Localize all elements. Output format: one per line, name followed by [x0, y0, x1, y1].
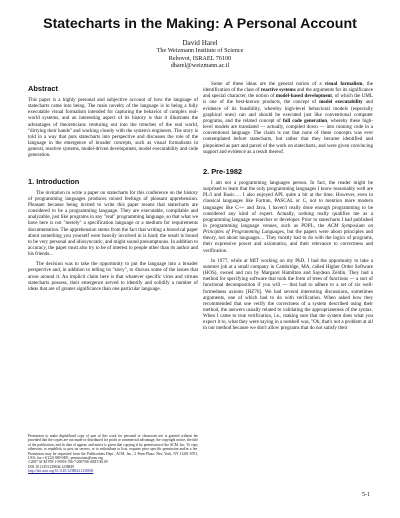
footnote-doi: DOI 10.1145/1238844.1238849: [28, 464, 74, 469]
footnote-permission-text: Permission to make digital/hard copy of part of this work for personal or classroom use is granted without fee provided that the copies are not made or distributed for profit or commercial advantage, the copyright notice, the title of the publication, and its date of appear, and notice is given that copying is by permission of the ACM, Inc. To copy otherwise, to republish, to post on servers, or to redistribute to lists, requires prior specific permission and/or a fee. Permission may be requested from the Publications Dept., ACM, Inc., 2 Penn Plaza, New York, NY 11201-0701, USA, fax:+1(212) 869-0481, permissions@acm.org: [28, 434, 198, 461]
abstract-heading: Abstract: [28, 84, 58, 93]
affiliation-line-1: The Weizmann Institute of Science: [156, 47, 244, 55]
page-number: 5-1: [362, 492, 370, 498]
section-1-paragraph-1: The invitation to write a paper on statecharts for this conference on the history of programming languages produces mixed feelings of pleasant apprehension. Pleasant because being invited to write this paper means that statecharts are considered to be a programming language. They are executable, compilable and analyzable, just like programs in any "real" programming language, so that what we have here is not "merely" a specification language or a medium for requirements documentation. The apprehension stems from the fact that writing a historical paper about something you yourself were heavily involved in is hard; the result is bound to be very personal and idiosyncratic, and might sound presumptuous. In addition to accuracy, the paper must also try to be of interest to people other than its author and his friends...: [28, 189, 198, 258]
paper-title: Statecharts in the Making: A Personal Account: [43, 16, 357, 32]
author-name: David Harel: [182, 39, 218, 47]
abstract-text: This paper is a highly personal and subjective account of how the language of statecharts came into being. The main novelty of the language is in being a fully executable visual formalism intended for capturing the behavior of complex real-world systems, and an interesting aspect of its history is that it illustrates the advantages of theoreticians venturing out into the trenches of the real world, "dirtying their hands" and working closely with the system's engineers. The story is told in a way that puts statecharts into perspective and discusses the role of the language in the emergence of broader concepts, such as visual formalisms in general, reactive systems, model-driven development, model executability and code generation.: [28, 97, 198, 159]
ideas-paragraph: Some of these ideas are the general notion of a visual formalism, the identification of the class of reactive systems and the arguments for its significance and special character, the notion of model-based development, of which the UML is one of the best-known products, the concept of model executability and evidence of its feasibility, whereby high-level behavioral models (especially graphical ones) can and should be executed just like conventional computer programs, and the related concept of full code generation, whereby these high-level models are translated — actually, compiled down — into running code in a conventional language. The claim is not that none of these concepts was ever contemplated before statecharts, but rather that they became identified and pinpointed as part and parcel of the work on statecharts, and were given convincing support and evidence as a result thereof.: [203, 81, 374, 155]
right-column: [203, 81, 373, 336]
section-2-paragraph-1: I am not a programming languages person. In fact, the reader might be surprised to learn that the only programming languages I know reasonably well are PL/I and Basic…. I also enjoyed APL quite a bit at the time. However, even in classical languages like Fortran, PASCAL or C, not to mention more modern languages like C++ and Java, I haven't really done enough programming to be considered any kind of expert. Actually, nothing really qualifies me as a programming language researcher or developer. Prior to statecharts I had published in programming language venues, such as POPL, the ACM Symposium on Principles of Programming Languages, but the papers were about principles and theory, not about languages… They mostly had to do with the logics of programs, their expressive power and axiomatics, and their relevance to correctness and verification.: [203, 179, 373, 254]
footnote-isbn: ©2007 ACM 978-1-59593-766-7/2007/06-ART5 $5.00: [28, 460, 108, 465]
affiliation-line-2: Rehovot, ISRAEL 76100: [168, 54, 232, 62]
copyright-footnote: [28, 434, 198, 474]
section-2-heading: 2. Pre-1982: [203, 166, 243, 176]
section-1-paragraph-2: The decision was to take the opportunity to put the language into a broader perspective and, in addition to telling its "story", to discuss some of the issues that arose around it. An implicit claim here is that whatever specific vices and virtues statecharts possess, their emergence served to identify and solidify a number of ideas that are of greater significance than one particular language.: [28, 261, 198, 292]
footnote-doi-link[interactable]: http://doi.acm.org/10.1145/1238844.1238849: [28, 469, 94, 474]
section-1-heading: 1. Introduction: [28, 176, 80, 186]
author-block: [0, 40, 400, 70]
author-email: dharel@weizmann.ac.il: [170, 62, 230, 70]
section-2-paragraph-2: In 1977, while at MIT working on my PhD, I had the opportunity to take a summer job at a small company in Cambridge, MA, called Higher Order Software (HOS), owned and run by Margaret Hamilton and Saydean Zeldin. They had a method for specifying software that took the form of trees of functions — a sort of functional decomposition if you will — that had to adhere to a set of six well-formedness axioms [HZ76]. We had several interesting discussions, sometimes arguments, one of which had to do with verification. When asked how they recommended that one verify the correctness of a system described using their method, the answers usually related to validating the appropriateness of the syntax. When I came to true verification, i.e., making sure that the system does what you expect it to, what they were saying in a nutshell was, "Oh, that's not a problem at all in our method because we don't allow programs that do not satisfy their: [203, 257, 373, 332]
left-column: [28, 84, 198, 296]
